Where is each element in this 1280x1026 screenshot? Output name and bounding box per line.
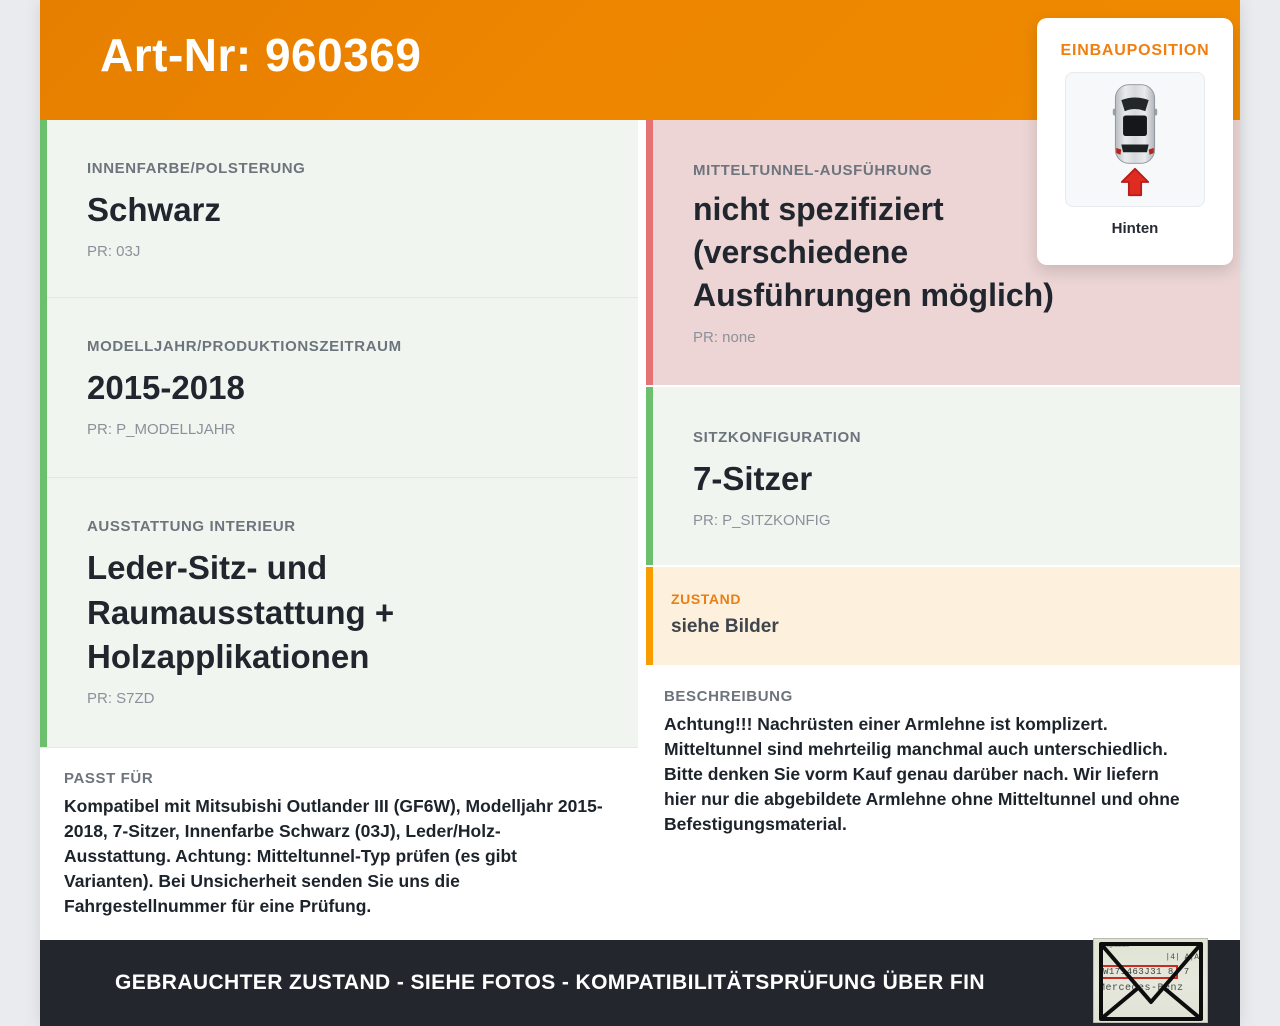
- einbauposition-value: Hinten: [1111, 220, 1159, 237]
- footer-text: GEBRAUCHTER ZUSTAND - SIEHE FOTOS - KOMPATIBILITÄTSPRÜFUNG ÜBER FIN: [115, 971, 985, 994]
- spec-label: MITTELTUNNEL-AUSFÜHRUNG: [693, 162, 933, 179]
- passt-fuer-text: Kompatibel mit Mitsubishi Outlander III (GF6W), Modelljahr 2015-2018, 7-Sitzer, Innenfarbe Schwarz (03J), Leder/Holz-Ausstattung. Achtung: Mitteltunnel-Typ prüfen (es gibt Varianten). Bei Unsicherheit senden Sie uns die Fahrgestellnummer für eine Prüfung.: [64, 796, 603, 916]
- einbauposition-card: [1037, 18, 1233, 265]
- spec-value: 2015-2018: [87, 369, 245, 406]
- spec-pr-code: PR: none: [693, 329, 756, 346]
- zustand-label: ZUSTAND: [671, 591, 742, 607]
- beschreibung-card: [646, 666, 1240, 937]
- fin-brand-text: Mercedes-Benz: [1099, 983, 1184, 994]
- beschreibung-label: BESCHREIBUNG: [664, 688, 793, 705]
- passt-fuer-card: [40, 747, 638, 936]
- spec-modelljahr: [47, 298, 638, 478]
- spec-label: INNENFARBE/POLSTERUNG: [87, 160, 306, 177]
- spec-label: SITZKONFIGURATION: [693, 429, 862, 446]
- zustand-value: siehe Bilder: [671, 616, 779, 637]
- envelope-icon: [1094, 939, 1208, 1023]
- spec-pr-code: PR: P_SITZKONFIG: [693, 511, 831, 529]
- spec-value: 7-Sitzer: [693, 460, 813, 497]
- spec-group-green: [40, 120, 638, 747]
- spec-innenfarbe: [47, 120, 638, 298]
- passt-fuer-label: PASST FÜR: [64, 770, 154, 787]
- spec-pr-code: PR: S7ZD: [87, 689, 155, 707]
- car-position-image: [1065, 72, 1205, 207]
- spec-label: MODELLJAHR/PRODUKTIONSZEITRAUM: [87, 338, 402, 355]
- article-number-title: Art-Nr: 960369: [100, 29, 422, 81]
- spec-value: nicht spezifiziert (verschiedene Ausführungen möglich): [693, 191, 1054, 313]
- spec-value: Leder-Sitz- und Raumausstattung + Holzapplikationen: [87, 549, 395, 676]
- fin-vin-suffix: 7: [1183, 967, 1190, 977]
- fin-doc-label: Fahrgestellnr.: [1099, 943, 1130, 949]
- einbauposition-label: EINBAUPOSITION: [1060, 42, 1210, 59]
- spec-label: AUSSTATTUNG INTERIEUR: [87, 518, 296, 535]
- fin-doc-marks: |4| A|A: [1165, 953, 1199, 962]
- spec-sitzkonfiguration: [646, 387, 1240, 565]
- car-top-view-icon: [1109, 83, 1161, 165]
- fin-document-photo: [1093, 938, 1208, 1023]
- footer-banner: [40, 940, 1240, 1026]
- spec-pr-code: PR: 03J: [87, 242, 141, 260]
- spec-zustand: [646, 567, 1240, 665]
- spec-ausstattung: [47, 478, 638, 747]
- beschreibung-text: Achtung!!! Nachrüsten einer Armlehne ist komplizert. Mitteltunnel sind mehrteilig manchmal auch unterschiedlich. Bitte denken Sie vorm Kauf genau darüber nach. Wir liefern hier nur die abgebildete Armlehne ohne Mitteltunnel und ohne Befestigungsmaterial.: [664, 714, 1180, 834]
- left-column: [40, 120, 638, 936]
- red-arrow-up-icon: [1117, 167, 1153, 197]
- content-card: [40, 0, 1240, 1026]
- spec-value: Schwarz: [87, 191, 221, 228]
- spec-pr-code: PR: P_MODELLJAHR: [87, 420, 236, 438]
- fin-vin-highlight: W171463J31 8: [1099, 965, 1178, 979]
